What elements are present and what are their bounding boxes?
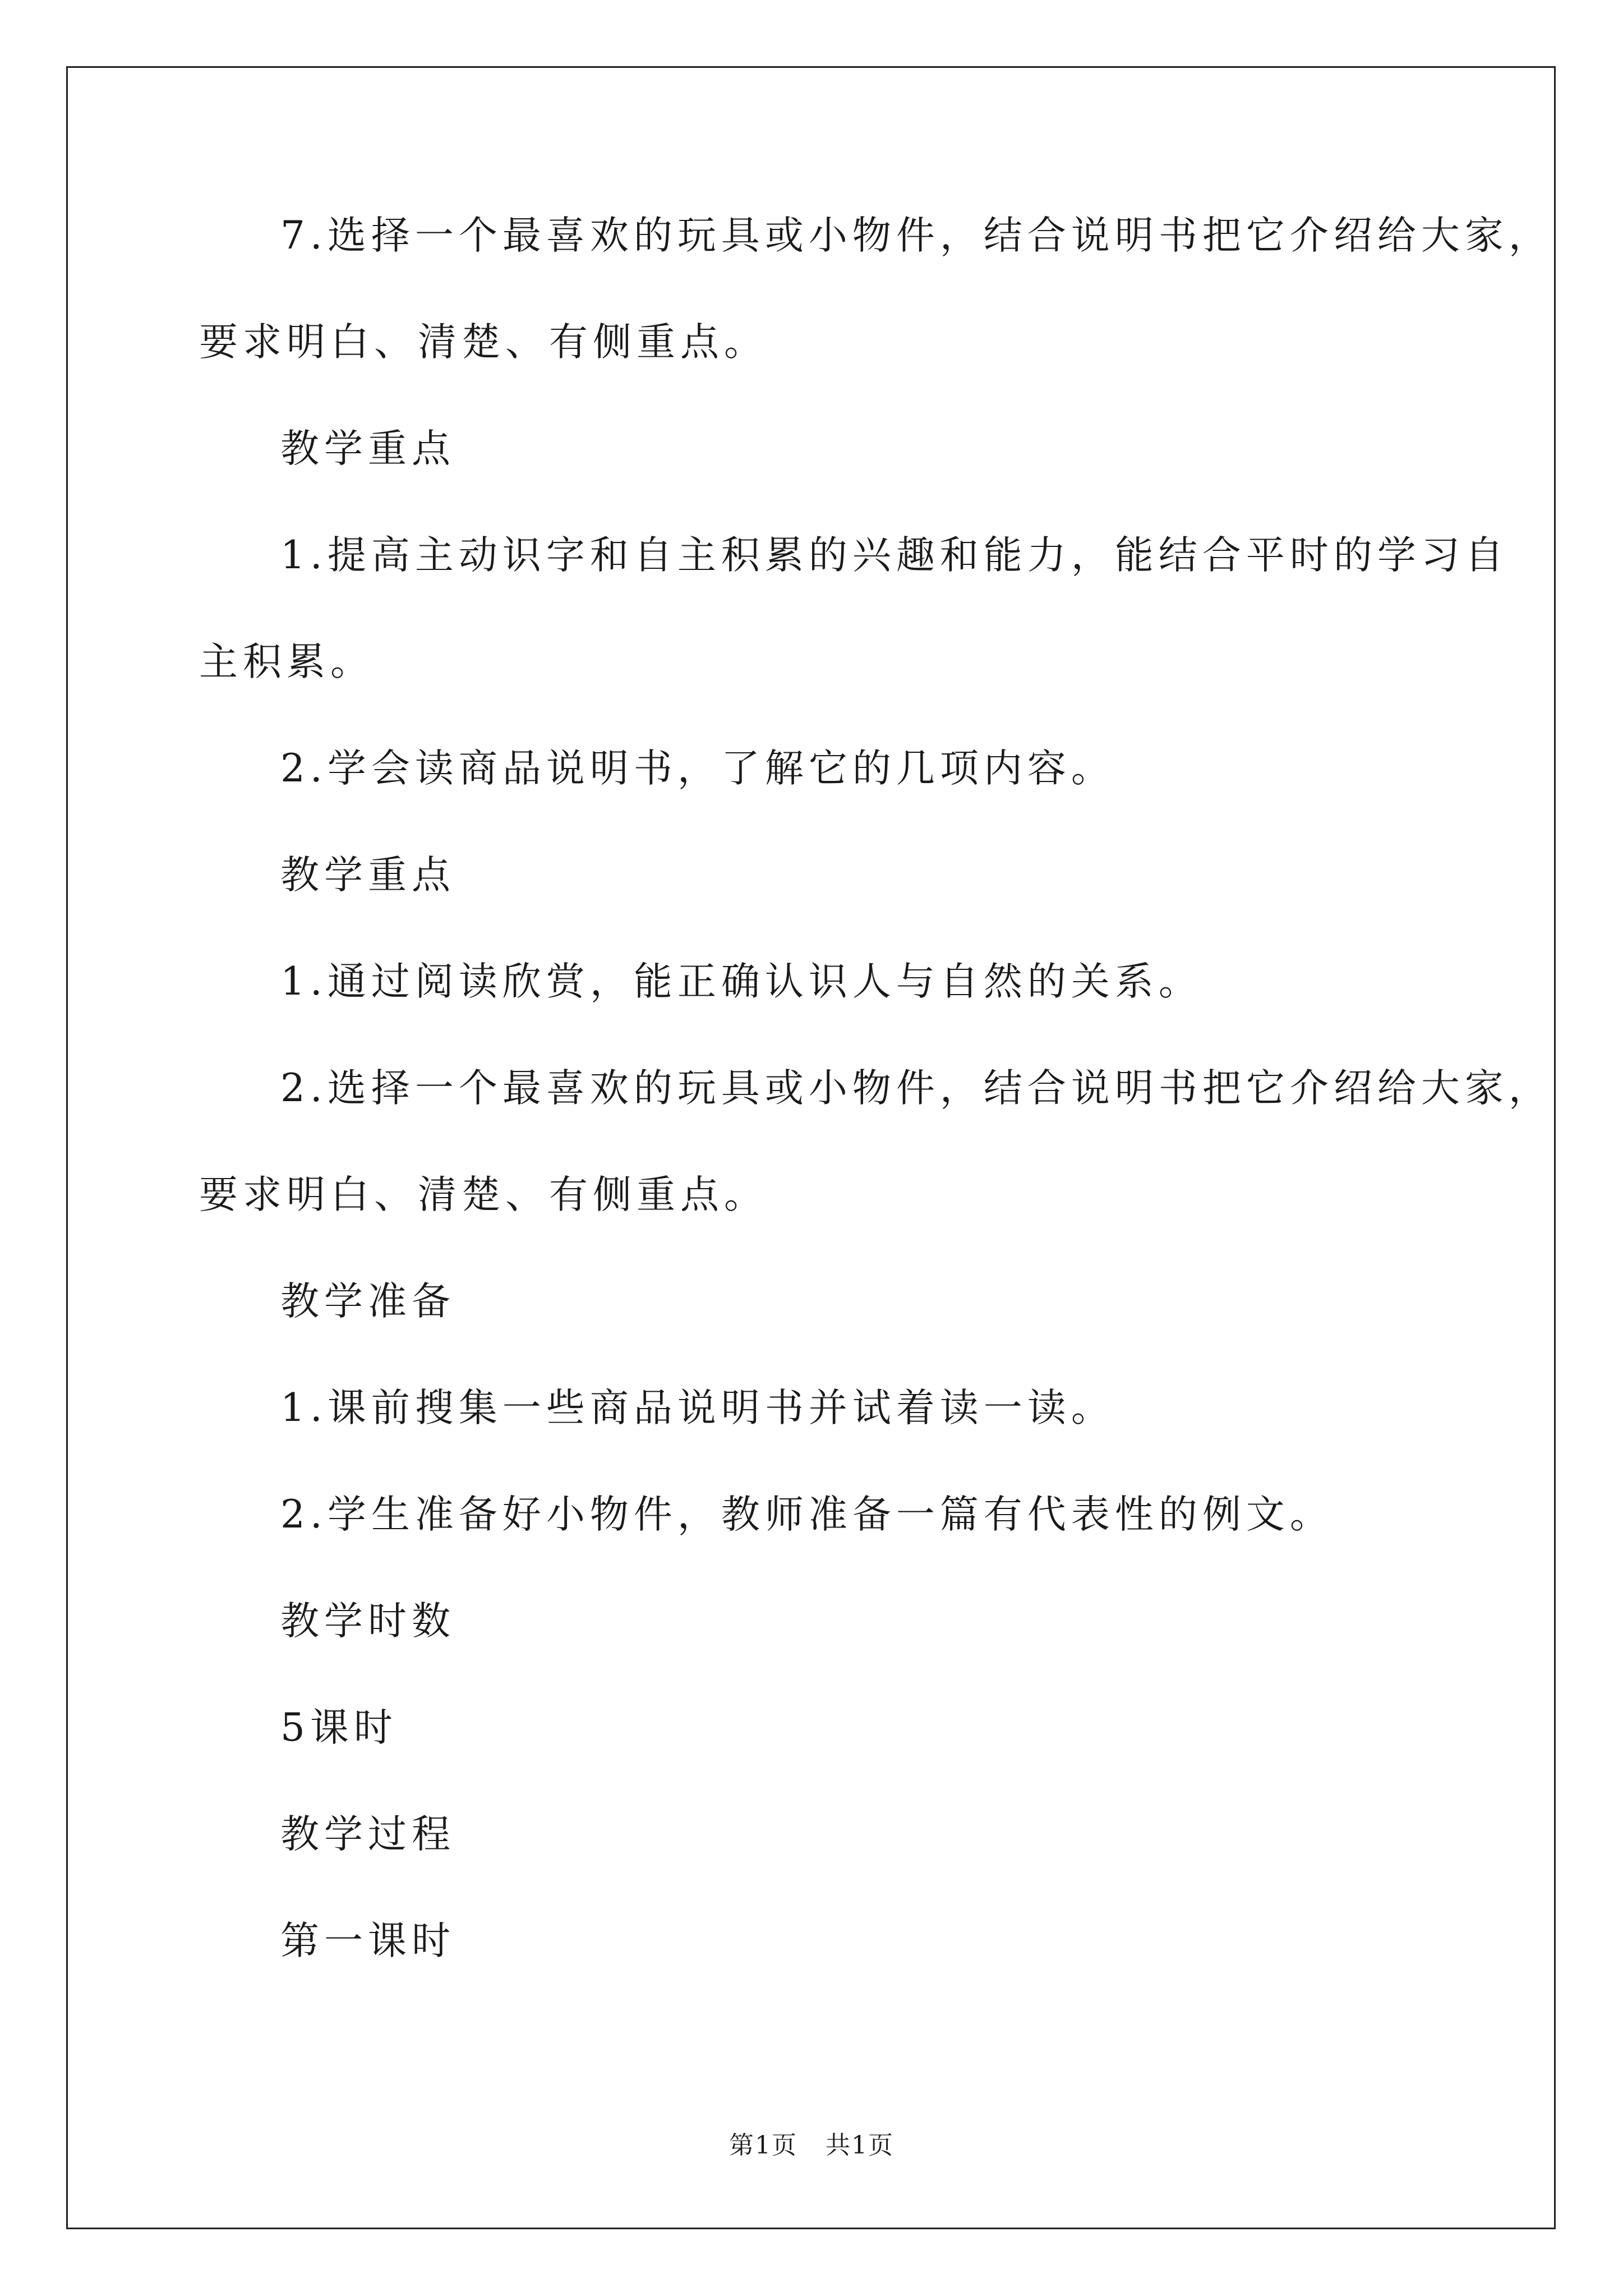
section-heading: 教学过程 xyxy=(280,1812,455,1857)
paragraph-line: 1.提高主动识字和自主积累的兴趣和能力，能结合平时的学习自 xyxy=(280,533,1509,578)
paragraph-line: 要求明白、清楚、有侧重点。 xyxy=(199,320,768,365)
paragraph-line: 1.课前搜集一些商品说明书并试着读一读。 xyxy=(280,1386,1115,1430)
paragraph-line: 7.选择一个最喜欢的玩具或小物件，结合说明书把它介绍给大家， xyxy=(280,213,1552,258)
page-number-total: 共1页 xyxy=(826,2131,894,2160)
section-heading: 教学时数 xyxy=(280,1599,455,1644)
page-number-current: 第1页 xyxy=(729,2131,797,2160)
section-heading: 教学重点 xyxy=(280,426,455,471)
paragraph-line: 2.学生准备好小物件，教师准备一篇有代表性的例文。 xyxy=(280,1492,1334,1537)
section-heading: 第一课时 xyxy=(280,1918,455,1963)
page-border xyxy=(66,66,1556,2229)
paragraph-line: 5课时 xyxy=(280,1705,398,1750)
paragraph-line: 2.选择一个最喜欢的玩具或小物件，结合说明书把它介绍给大家， xyxy=(280,1066,1552,1111)
paragraph-line: 1.通过阅读欣赏，能正确认识人与自然的关系。 xyxy=(280,959,1202,1004)
paragraph-line: 2.学会读商品说明书，了解它的几项内容。 xyxy=(280,746,1115,791)
page-footer xyxy=(0,2129,1623,2162)
section-heading: 教学准备 xyxy=(280,1279,455,1324)
paragraph-line: 要求明白、清楚、有侧重点。 xyxy=(199,1172,768,1217)
section-heading: 教学重点 xyxy=(280,853,455,898)
paragraph-line: 主积累。 xyxy=(199,639,374,684)
